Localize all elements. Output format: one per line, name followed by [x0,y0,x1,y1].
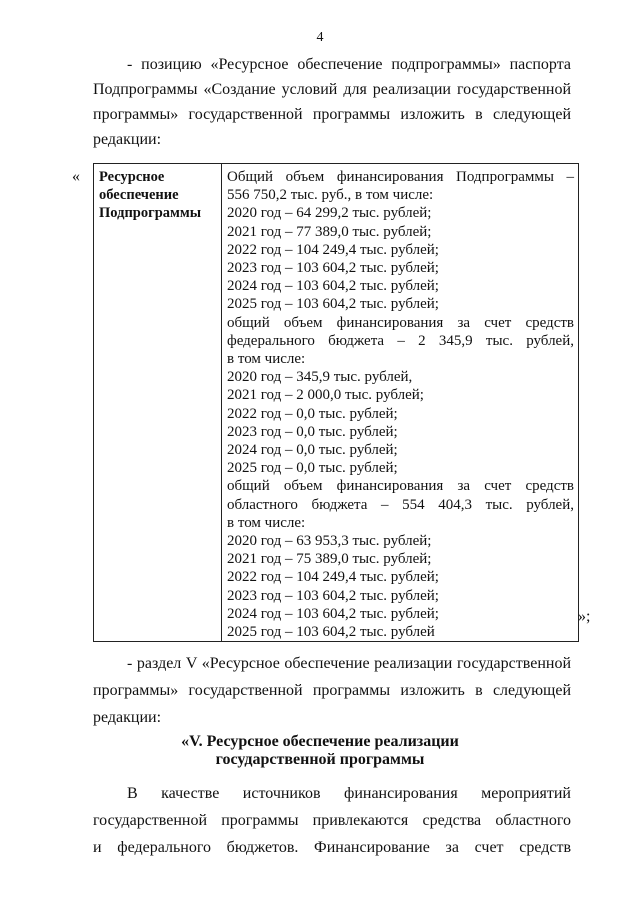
body-line: В качестве источников финансирования мероприятий [127,785,571,802]
value-line: Общий объем финансирования Подпрограммы – [227,169,574,185]
value-line: 556 750,2 тыс. руб., в том числе: [227,187,434,204]
value-line: 2025 год – 0,0 тыс. рублей; [227,460,398,477]
value-line: 2021 год – 75 389,0 тыс. рублей; [227,551,432,568]
intro-line: Подпрограммы «Создание условий для реализации государственной [93,81,571,98]
passport-value-cell [222,164,579,642]
value-line: 2024 год – 0,0 тыс. рублей; [227,442,398,459]
value-line: 2020 год – 64 299,2 тыс. рублей; [227,205,432,222]
value-line: общий объем финансирования за счет средств [227,314,574,331]
section-intro-line: редакции: [93,709,162,726]
intro-line: - позицию «Ресурсное обеспечение подпрограммы» паспорта [127,56,571,73]
value-line: 2025 год – 103 604,2 тыс. рублей; [227,296,439,313]
opening-quote: « [72,168,80,185]
value-line: 2021 год – 77 389,0 тыс. рублей; [227,223,432,240]
page-number: 4 [316,30,324,45]
value-line: 2025 год – 103 604,2 тыс. рублей [227,624,435,641]
label-line: Подпрограммы [99,205,202,221]
intro-line: редакции: [93,131,162,148]
label-line: Ресурсное [99,169,165,185]
value-line: в том числе: [227,351,306,368]
value-line: 2024 год – 103 604,2 тыс. рублей; [227,278,439,295]
intro-line: программы» государственной программы изложить в следующей [93,106,571,123]
value-line: 2023 год – 103 604,2 тыс. рублей; [227,260,439,277]
value-line: 2023 год – 0,0 тыс. рублей; [227,423,398,440]
label-line: обеспечение [99,187,179,203]
body-line: и федерального бюджетов. Финансирование за счет средств [93,839,571,856]
value-line: 2022 год – 104 249,4 тыс. рублей; [227,241,439,258]
value-line: в том числе: [227,514,306,531]
closing-quote: »; [578,608,591,625]
intro-paragraph [93,52,571,152]
value-line: федерального бюджета – 2 345,9 тыс. рублей, [227,332,574,349]
passport-label-cell [94,164,222,642]
body-line: государственной программы привлекаются средства областного [93,812,571,829]
table-row [94,164,579,642]
heading-line: «V. Ресурсное обеспечение реализации [181,733,459,750]
value-line: общий объем финансирования за счет средств [227,478,574,495]
value-line: 2023 год – 103 604,2 тыс. рублей; [227,587,439,604]
value-line: 2020 год – 345,9 тыс. рублей, [227,369,413,386]
value-line: 2020 год – 63 953,3 тыс. рублей; [227,533,432,550]
section-intro-line: программы» государственной программы изложить в следующей [93,682,571,699]
value-line: 2022 год – 104 249,4 тыс. рублей; [227,569,439,586]
section-intro-line: - раздел V «Ресурсное обеспечение реализации государственной [127,655,571,672]
body-paragraph [93,780,571,861]
section-heading [0,733,640,769]
value-line: областного бюджета – 554 404,3 тыс. рублей, [227,496,574,513]
value-line: 2024 год – 103 604,2 тыс. рублей; [227,605,439,622]
value-line: 2022 год – 0,0 тыс. рублей; [227,405,398,422]
passport-table [93,163,579,642]
value-line: 2021 год – 2 000,0 тыс. рублей; [227,387,424,404]
heading-line: государственной программы [215,751,425,768]
section-intro-paragraph [93,650,571,731]
